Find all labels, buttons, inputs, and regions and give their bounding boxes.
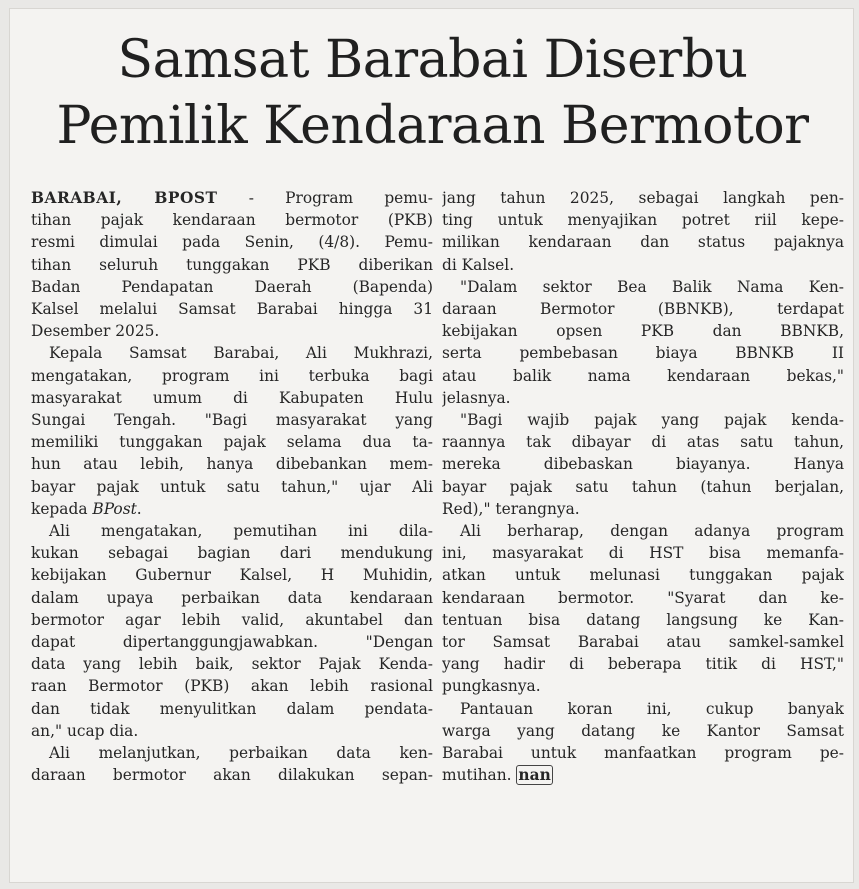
body-line: ini, masyarakat di HST bisa memanfa- [442, 544, 844, 563]
body-line: pungkasnya. [442, 677, 541, 696]
body-line: kepada BPost. [31, 499, 142, 518]
body-line: bayar pajak untuk satu tahun," ujar Ali [31, 477, 433, 496]
body-line: kukan sebagai bagian dari mendukung [31, 544, 433, 563]
body-line: tihan seluruh tunggakan PKB diberikan [31, 255, 433, 274]
body-line: bermotor agar lebih valid, akuntabel dan [31, 610, 433, 629]
body-line: warga yang datang ke Kantor Samsat [442, 721, 844, 740]
body-line: daraan bermotor akan dilakukan sepan- [31, 766, 433, 785]
body-line: dapat dipertanggungjawabkan. "Dengan [31, 633, 433, 652]
body-line: Badan Pendapatan Daerah (Bapenda) [31, 277, 433, 296]
headline [10, 27, 854, 159]
body-line: kebijakan opsen PKB dan BBNKB, [442, 322, 844, 341]
body-line: Ali mengatakan, pemutihan ini dila- [49, 522, 433, 541]
body-line: mengatakan, program ini terbuka bagi [31, 366, 433, 385]
body-line: raan Bermotor (PKB) akan lebih rasional [31, 677, 433, 696]
body-line: milikan kendaraan dan status pajaknya [442, 233, 844, 252]
body-line: masyarakat umum di Kabupaten Hulu [31, 388, 433, 407]
body-line: hun atau lebih, hanya dibebankan mem- [31, 455, 433, 474]
body-line: di Kalsel. [442, 255, 515, 274]
body-line: raannya tak dibayar di atas satu tahun, [442, 433, 844, 452]
dateline: BARABAI, BPOST [31, 189, 218, 207]
body-line: memiliki tunggakan pajak selama dua ta- [31, 433, 433, 452]
body-line: Kepala Samsat Barabai, Ali Mukhrazi, [49, 344, 433, 363]
body-line: mutihan. nan [442, 766, 551, 785]
body-line: tentuan bisa datang langsung ke Kan- [442, 610, 844, 629]
body-line: "Bagi wajib pajak yang pajak kenda- [460, 411, 844, 430]
body-line: Desember 2025. [31, 322, 160, 341]
bpost-italic: BPost [92, 499, 137, 518]
body-line: Sungai Tengah. "Bagi masyarakat yang [31, 411, 433, 430]
body-line: serta pembebasan biaya BBNKB II [442, 344, 844, 363]
body-line: Ali berharap, dengan adanya program [460, 522, 844, 541]
body-line: Ali melanjutkan, perbaikan data ken- [49, 744, 433, 763]
body-line: Pantauan koran ini, cukup banyak [460, 699, 844, 718]
body-line: jang tahun 2025, sebagai langkah pen- [442, 189, 844, 207]
body-line: "Dalam sektor Bea Balik Nama Ken- [460, 277, 844, 296]
body-line: kebijakan Gubernur Kalsel, H Muhidin, [31, 566, 433, 585]
body-line: Barabai untuk manfaatkan program pe- [442, 744, 844, 763]
headline-line-2: Pemilik Kendaraan Bermotor [56, 96, 809, 156]
body-line: ting untuk menyajikan potret riil kepe- [442, 211, 844, 230]
article-column-left [31, 187, 433, 786]
body-line: an," ucap dia. [31, 721, 139, 740]
newspaper-clipping [9, 8, 854, 883]
body-line: atkan untuk melunasi tunggakan pajak [442, 566, 844, 585]
body-line: dan tidak menyulitkan dalam pendata- [31, 699, 433, 718]
body-line: jelasnya. [442, 388, 511, 407]
body-line: yang hadir di beberapa titik di HST," [442, 655, 844, 674]
body-line: data yang lebih baik, sektor Pajak Kenda- [31, 655, 433, 674]
body-line: daraan Bermotor (BBNKB), terdapat [442, 300, 844, 319]
body-line: resmi dimulai pada Senin, (4/8). Pemu- [31, 233, 433, 252]
article-column-right [442, 187, 844, 786]
body-line: Red)," terangnya. [442, 499, 580, 518]
body-line: tor Samsat Barabai atau samkel-samkel [442, 633, 844, 652]
body-line: kendaraan bermotor. "Syarat dan ke- [442, 588, 844, 607]
body-line: BARABAI, BPOST - Program pemu- [31, 189, 433, 207]
body-line: mereka dibebaskan biayanya. Hanya [442, 455, 844, 474]
byline: nan [518, 766, 551, 785]
headline-line-1: Samsat Barabai Diserbu [117, 30, 748, 90]
body-line: Kalsel melalui Samsat Barabai hingga 31 [31, 300, 433, 319]
body-line: bayar pajak satu tahun (tahun berjalan, [442, 477, 844, 496]
body-line: dalam upaya perbaikan data kendaraan [31, 588, 433, 607]
body-line: atau balik nama kendaraan bekas," [442, 366, 844, 385]
body-line: tihan pajak kendaraan bermotor (PKB) [31, 211, 433, 230]
